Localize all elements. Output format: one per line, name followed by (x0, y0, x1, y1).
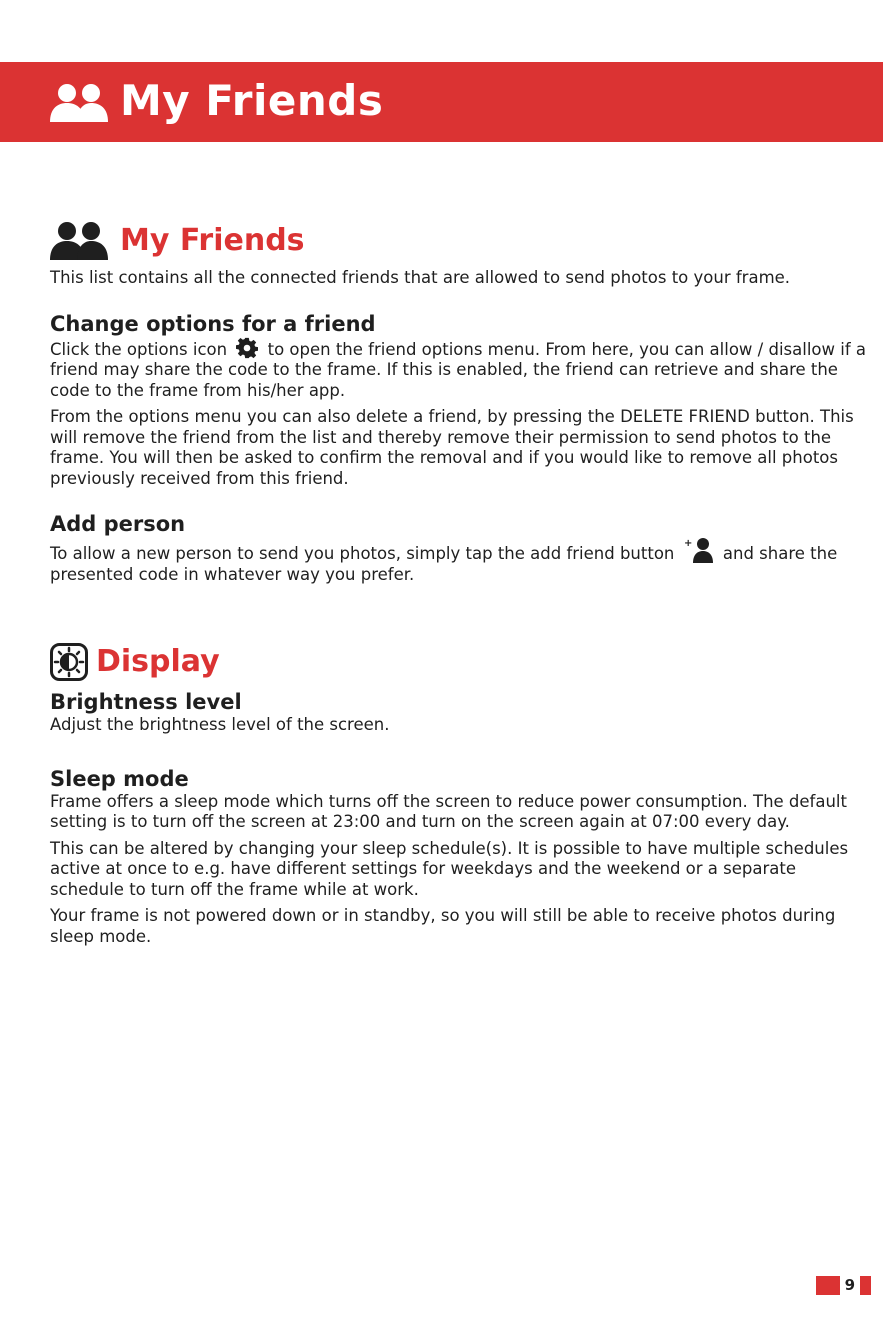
add-friend-icon (684, 537, 714, 563)
add-person-text (50, 537, 875, 585)
page-number-bar-right (860, 1276, 871, 1295)
add-person-heading: Add person (50, 512, 186, 536)
header-banner (0, 62, 883, 142)
sleep-mode-paragraph-2: This can be altered by changing your sleep schedule(s). It is possible to have multiple schedules active at once to e.g. have different settings for weekdays and the weekend or a separate schedule to turn off the frame while at work. (50, 838, 849, 899)
friends-section-heading (50, 214, 875, 268)
svg-text:+: + (683, 538, 693, 549)
add-person-text-before: To allow a new person to send you photos, simply tap the add friend button (50, 544, 675, 563)
delete-friend-text: From the options menu you can also delete a friend, by pressing the DELETE FRIEND button. This will remove the friend from the list and thereby remove their permission to send photos to the frame. You will then be asked to confirm the removal and if you would like to remove all photos previously received from this friend. (50, 407, 854, 488)
page-number-text: 9 (844, 1275, 855, 1294)
brightness-heading: Brightness level (50, 690, 242, 714)
friends-icon (50, 221, 108, 261)
page-number-bar-left (816, 1276, 840, 1295)
brightness-icon (50, 643, 88, 681)
sleep-mode-paragraph-1: Frame offers a sleep mode which turns off the screen to reduce power consumption. The default setting is to turn off the screen at 23:00 and turn on the screen again at 07:00 every day. (50, 791, 847, 831)
change-options-heading: Change options for a friend (50, 311, 376, 336)
sleep-mode-paragraph-3: Your frame is not powered down or in standby, so you will still be able to receive photos during sleep mode. (50, 906, 836, 946)
banner-title: My Friends (120, 76, 384, 125)
gear-icon (236, 337, 258, 359)
change-options-text (50, 337, 875, 402)
display-section-heading (50, 635, 875, 689)
change-options-text-before: Click the options icon (50, 339, 228, 359)
page-content (50, 214, 875, 947)
add-person-text-after: and share the presented code in whatever way you prefer. (50, 544, 838, 584)
brightness-text: Adjust the brightness level of the screen. (50, 715, 390, 734)
friends-intro-text: This list contains all the connected friends that are allowed to send photos to your frame. (50, 268, 791, 287)
change-options-text-after: to open the friend options menu. From here, you can allow / disallow if a friend may share the code to the frame. If this is enabled, the friend can retrieve and share the code to the frame from his/her app. (50, 339, 866, 400)
friends-section-title: My Friends (120, 223, 305, 258)
sleep-mode-heading: Sleep mode (50, 766, 189, 791)
page-number (816, 1275, 871, 1295)
display-section-title: Display (96, 644, 220, 679)
friends-icon (50, 82, 108, 124)
